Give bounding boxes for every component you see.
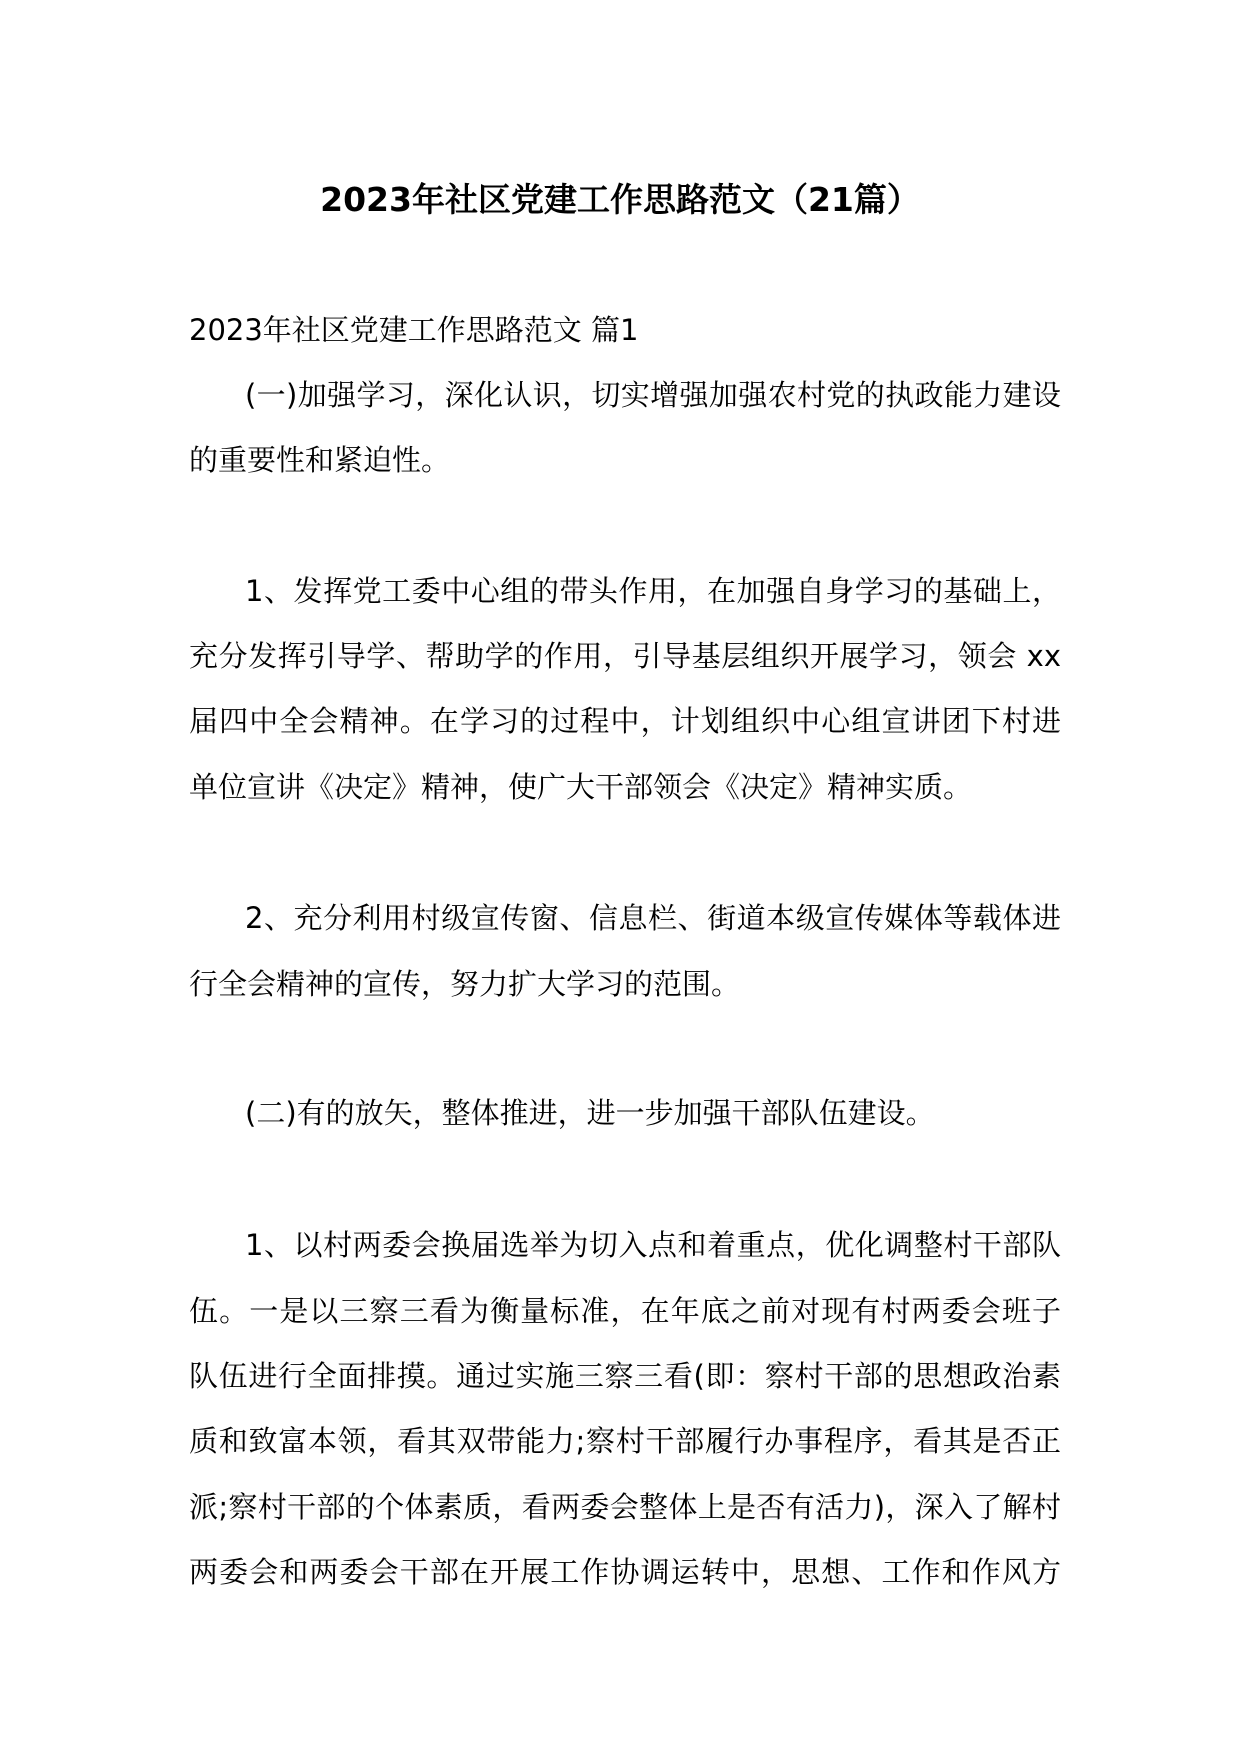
paragraph-line: (一)加强学习，深化认识，切实增强加强农村党的执政能力建设 [245,378,1061,412]
paragraph-line: 队伍进行全面排摸。通过实施三察三看(即：察村干部的思想政治素 [189,1359,1061,1393]
paragraph-line: 质和致富本领，看其双带能力;察村干部履行办事程序，看其是否正 [189,1424,1061,1458]
document-title: 2023年社区党建工作思路范文（21篇） [320,180,920,219]
section-heading: 2023年社区党建工作思路范文 篇1 [189,313,639,347]
paragraph-line: 单位宣讲《决定》精神，使广大干部领会《决定》精神实质。 [189,770,973,804]
paragraph-line: 充分发挥引导学、帮助学的作用，引导基层组织开展学习，领会 xx [189,639,1061,673]
paragraph-line: 的重要性和紧迫性。 [189,443,451,477]
paragraph-line: 1、发挥党工委中心组的带头作用，在加强自身学习的基础上， [245,574,1061,608]
paragraph-line: 1、以村两委会换届选举为切入点和着重点，优化调整村干部队 [245,1228,1061,1262]
paragraph-line: 届四中全会精神。在学习的过程中，计划组织中心组宣讲团下村进 [189,704,1061,738]
paragraph-line: 伍。一是以三察三看为衡量标准，在年底之前对现有村两委会班子 [189,1294,1061,1328]
paragraph-line: 行全会精神的宣传，努力扩大学习的范围。 [189,967,741,1001]
paragraph-line: (二)有的放矢，整体推进，进一步加强干部队伍建设。 [245,1096,935,1130]
paragraph-line: 派;察村干部的个体素质，看两委会整体上是否有活力)，深入了解村 [189,1490,1061,1524]
paragraph-line: 两委会和两委会干部在开展工作协调运转中，思想、工作和作风方 [189,1555,1061,1589]
paragraph-line: 2、充分利用村级宣传窗、信息栏、街道本级宣传媒体等载体进 [245,901,1061,935]
